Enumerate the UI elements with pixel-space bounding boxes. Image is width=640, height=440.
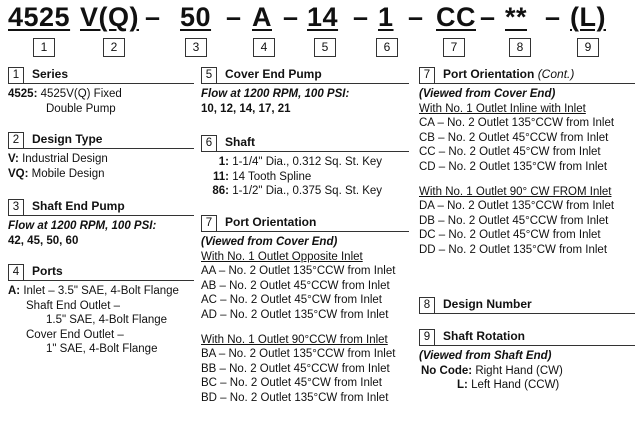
section-number: 7 <box>419 67 435 83</box>
flow-values: 10, 12, 14, 17, 21 <box>201 102 291 115</box>
section-title: Shaft End Pump <box>32 199 125 214</box>
ports-line: 1" SAE, 4-Bolt Flange <box>46 343 158 356</box>
flow-label: Flow at 1200 RPM, 100 PSI: <box>8 220 157 232</box>
section-shaft <box>201 134 409 199</box>
list-item: CB – No. 2 Outlet 45°CCW from Inlet <box>419 131 609 144</box>
section-header <box>419 328 635 346</box>
section-title: Ports <box>32 264 63 279</box>
code-segment-design-number: ** <box>505 2 528 32</box>
section-port-orientation-cont <box>419 66 635 258</box>
code-box-1: 1 <box>33 38 55 57</box>
code-dash: – <box>283 2 299 32</box>
section-number: 4 <box>8 264 24 280</box>
code-dash: – <box>480 2 496 32</box>
section-title: Cover End Pump <box>225 67 322 82</box>
section-number: 5 <box>201 67 217 83</box>
section-title: Shaft Rotation <box>443 329 525 344</box>
section-header <box>201 134 409 152</box>
section-number: 7 <box>201 215 217 231</box>
ports-line: Shaft End Outlet – <box>26 299 120 312</box>
code-box-4: 4 <box>253 38 275 57</box>
series-text: 4525V(Q) Fixed <box>40 88 122 100</box>
code-dash: – <box>408 2 424 32</box>
list-item: L: Left Hand (CCW) <box>457 379 560 392</box>
section-design-number <box>419 296 635 317</box>
list-item: VQ: Mobile Design <box>8 167 105 180</box>
series-text-line2: Double Pump <box>46 102 116 115</box>
code-box-6: 6 <box>376 38 398 57</box>
section-header <box>8 66 194 84</box>
group-title: With No. 1 Outlet Inline with Inlet <box>419 102 586 115</box>
series-code: 4525: <box>8 88 38 100</box>
group-title: With No. 1 Outlet Opposite Inlet <box>201 250 363 263</box>
section-number: 8 <box>419 297 435 313</box>
list-item: CD – No. 2 Outlet 135°CW from Inlet <box>419 160 608 173</box>
code-dash: – <box>226 2 242 32</box>
list-item: 86: 1-1/2" Dia., 0.375 Sq. St. Key <box>212 185 383 198</box>
section-title: Port Orientation (Cont.) <box>443 67 575 82</box>
list-item: CA – No. 2 Outlet 135°CCW from Inlet <box>419 117 615 130</box>
flow-values: 42, 45, 50, 60 <box>8 234 79 247</box>
code-segment-series: 4525 <box>8 2 71 32</box>
section-number: 9 <box>419 329 435 345</box>
list-item: AC – No. 2 Outlet 45°CW from Inlet <box>201 294 382 307</box>
section-header <box>201 214 409 232</box>
code-dash: – <box>145 2 161 32</box>
list-item: No Code: Right Hand (CW) <box>421 364 563 377</box>
list-item: AA – No. 2 Outlet 135°CCW from Inlet <box>201 265 396 278</box>
section-series <box>8 66 194 116</box>
list-item: AD – No. 2 Outlet 135°CW from Inlet <box>201 308 389 321</box>
list-item: V: Industrial Design <box>8 153 108 165</box>
section-title: Design Number <box>443 297 532 312</box>
section-header <box>201 66 409 84</box>
section-subtitle: (Viewed from Shaft End) <box>419 350 552 362</box>
code-dash: – <box>545 2 561 32</box>
code-segment-shaft: 1 <box>378 2 394 32</box>
list-item: BD – No. 2 Outlet 135°CW from Inlet <box>201 391 389 404</box>
section-cover-end-pump <box>201 66 409 116</box>
ports-code: A: <box>8 285 21 297</box>
list-item: DC – No. 2 Outlet 45°CW from Inlet <box>419 229 601 242</box>
code-segment-shaft-end-pump: 50 <box>180 2 212 32</box>
section-header <box>419 66 635 84</box>
code-box-5: 5 <box>314 38 336 57</box>
section-number: 3 <box>8 199 24 215</box>
code-box-2: 2 <box>103 38 125 57</box>
code-box-9: 9 <box>577 38 599 57</box>
code-segment-cover-end-pump: 14 <box>307 2 339 32</box>
code-box-7: 7 <box>443 38 465 57</box>
ports-line: Cover End Outlet – <box>26 328 124 341</box>
ports-line: Inlet – 3.5" SAE, 4-Bolt Flange <box>23 285 179 297</box>
list-item: BB – No. 2 Outlet 45°CCW from Inlet <box>201 362 390 375</box>
section-title: Series <box>32 67 69 82</box>
section-port-orientation <box>201 214 409 406</box>
section-header <box>8 131 194 149</box>
list-item: DB – No. 2 Outlet 45°CCW from Inlet <box>419 214 609 227</box>
section-header <box>8 263 194 281</box>
section-design-type <box>8 131 194 181</box>
section-number: 6 <box>201 135 217 151</box>
list-item: DA – No. 2 Outlet 135°CCW from Inlet <box>419 200 615 213</box>
section-title: Shaft <box>225 135 255 150</box>
section-subtitle: (Viewed from Cover End) <box>201 236 338 248</box>
section-title: Design Type <box>32 132 103 147</box>
code-segment-port-orientation: CC <box>436 2 476 32</box>
flow-label: Flow at 1200 RPM, 100 PSI: <box>201 88 350 100</box>
code-segment-ports: A <box>252 2 272 32</box>
section-subtitle: (Viewed from Cover End) <box>419 88 556 100</box>
code-segment-shaft-rotation: (L) <box>570 2 606 32</box>
list-item: BA – No. 2 Outlet 135°CCW from Inlet <box>201 348 396 361</box>
group-title: With No. 1 Outlet 90° CW FROM Inlet <box>419 185 612 198</box>
list-item: BC – No. 2 Outlet 45°CW from Inlet <box>201 377 382 390</box>
list-item: 11: 14 Tooth Spline <box>213 170 312 183</box>
code-box-3: 3 <box>185 38 207 57</box>
section-header <box>8 198 194 216</box>
section-number: 1 <box>8 67 24 83</box>
list-item: AB – No. 2 Outlet 45°CCW from Inlet <box>201 279 390 292</box>
code-dash: – <box>353 2 369 32</box>
section-ports <box>8 263 194 357</box>
section-header <box>419 296 635 314</box>
list-item: 1: 1-1/4" Dia., 0.312 Sq. St. Key <box>218 156 383 168</box>
list-item: DD – No. 2 Outlet 135°CW from Inlet <box>419 243 608 256</box>
list-item: CC – No. 2 Outlet 45°CW from Inlet <box>419 146 601 159</box>
section-number: 2 <box>8 132 24 148</box>
section-title: Port Orientation <box>225 215 317 230</box>
group-title: With No. 1 Outlet 90°CCW from Inlet <box>201 333 388 346</box>
section-shaft-end-pump <box>8 198 194 248</box>
code-box-8: 8 <box>509 38 531 57</box>
section-shaft-rotation <box>419 328 635 393</box>
ports-line: 1.5" SAE, 4-Bolt Flange <box>46 314 168 327</box>
code-segment-design-type: V(Q) <box>80 2 139 32</box>
